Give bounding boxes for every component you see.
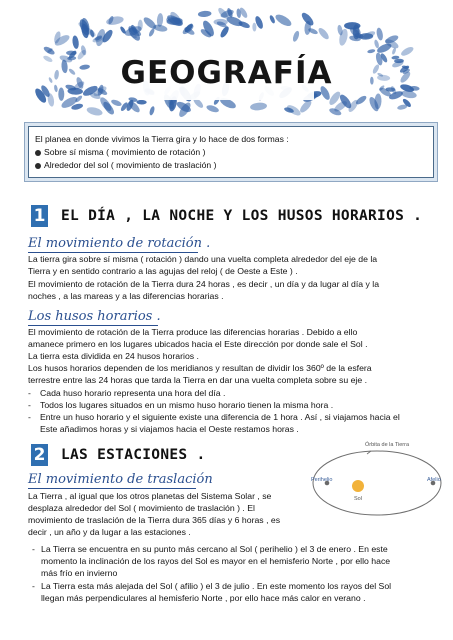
list-item-continued: Este añadimos horas y si viajamos hacia el Oeste restamos horas . [40,424,299,434]
paragraph-line: La Tierra , al igual que los otros planetas del Sistema Solar , se [28,491,272,501]
sun-icon [352,480,364,492]
bullet-icon [35,163,41,169]
paragraph-line: desplaza alrededor del Sol ( movimiento de traslación ) . El [28,503,255,513]
section-title: EL DÍA , LA NOCHE Y LOS HUSOS HORARIOS . [61,208,423,224]
intro-box [28,126,434,178]
subheading-underline [28,252,198,253]
orbit-diagram [303,438,451,518]
list-item: Todos los lugares situados en un mismo huso horario tienen la misma hora . [40,400,334,410]
paragraph-line: La tierra gira sobre sí misma ( rotación ) dando una vuelta completa alrededor del eje de la [28,254,378,264]
paragraph-line: amanece primero en los lugares ubicados hacia el Este dirección por donde sale el Sol . [28,339,368,349]
dash-bullet: - [32,544,35,554]
paragraph-line: Tierra y en sentido contrario a las agujas del reloj ( de Oeste a Este ) . [28,266,298,276]
subheading-underline [28,325,158,326]
list-item-continued: momento la inclinación de los rayos del Sol es mayor en el hemisferio Norte , por ello hace [41,556,391,566]
list-item: La Tierra esta más alejada del Sol ( afilio ) el 3 de julio . En este momento los rayos del Sol [41,581,392,591]
orbit-ellipse [313,451,441,515]
paragraph-line: noches , a las mareas y a las diferencias horarias . [28,291,224,301]
paragraph-line: La tierra esta dividida en 24 husos horarios . [28,351,199,361]
intro-item: Alrededor del sol ( movimiento de traslación ) [29,159,433,172]
subheading-traslacion: El movimiento de traslación [28,472,213,487]
list-item: Entre un huso horario y el siguiente existe una diferencia de 1 hora . Así , si viajamos hacia el [40,412,400,422]
intro-item: Sobre sí misma ( movimiento de rotación ) [29,146,433,159]
subheading-underline [28,488,196,489]
subheading-rotation: El movimiento de rotación . [28,236,211,251]
dash-bullet: - [28,400,31,410]
section-number-badge: 2 [31,444,48,466]
paragraph-line: Los husos horarios dependen de los meridianos y resultan de dividir los 360º de la esfera [28,363,372,373]
list-item: La Tierra se encuentra en su punto más cercano al Sol ( perihelio ) el 3 de enero . En este [41,544,388,554]
subheading-husos: Los husos horarios . [28,309,161,324]
section-title: LAS ESTACIONES . [61,447,206,463]
dash-bullet: - [28,412,31,422]
dash-bullet: - [32,581,35,591]
sol-label: Sol [354,496,362,502]
intro-lead: El planea en donde vivimos la Tierra gira y lo hace de dos formas : [35,134,289,144]
list-item: Cada huso horario representa una hora del día . [40,388,226,398]
paragraph-line: El movimiento de rotación de la Tierra dura 24 horas , es decir , un día y da lugar al día y la [28,279,380,289]
paragraph-line: movimiento de traslación de la Tierra dura 365 días y 6 horas , es [28,515,281,525]
list-item-continued: más frío en invierno [41,568,118,578]
list-item-continued: llegan más perpendiculares al hemisferio Norte , por ello hace más calor en verano . [41,593,366,603]
orbit-label: Órbita de la Tierra [365,442,410,448]
section-number-badge: 1 [31,205,48,227]
paragraph-line: decir , un año y da lugar a las estaciones . [28,527,191,537]
paragraph-line: terrestre entre las 24 horas que tarda la Tierra en dar una vuelta completa sobre su eje . [28,375,368,385]
perihelio-label: Perihelio [311,477,333,483]
dash-bullet: - [28,388,31,398]
bullet-icon [35,150,41,156]
paragraph-line: El movimiento de rotación de la Tierra produce las diferencias horarias . Debido a ello [28,327,358,337]
page-title: GEOGRAFÍA [120,55,333,91]
afelio-label: Afelio [427,477,441,483]
